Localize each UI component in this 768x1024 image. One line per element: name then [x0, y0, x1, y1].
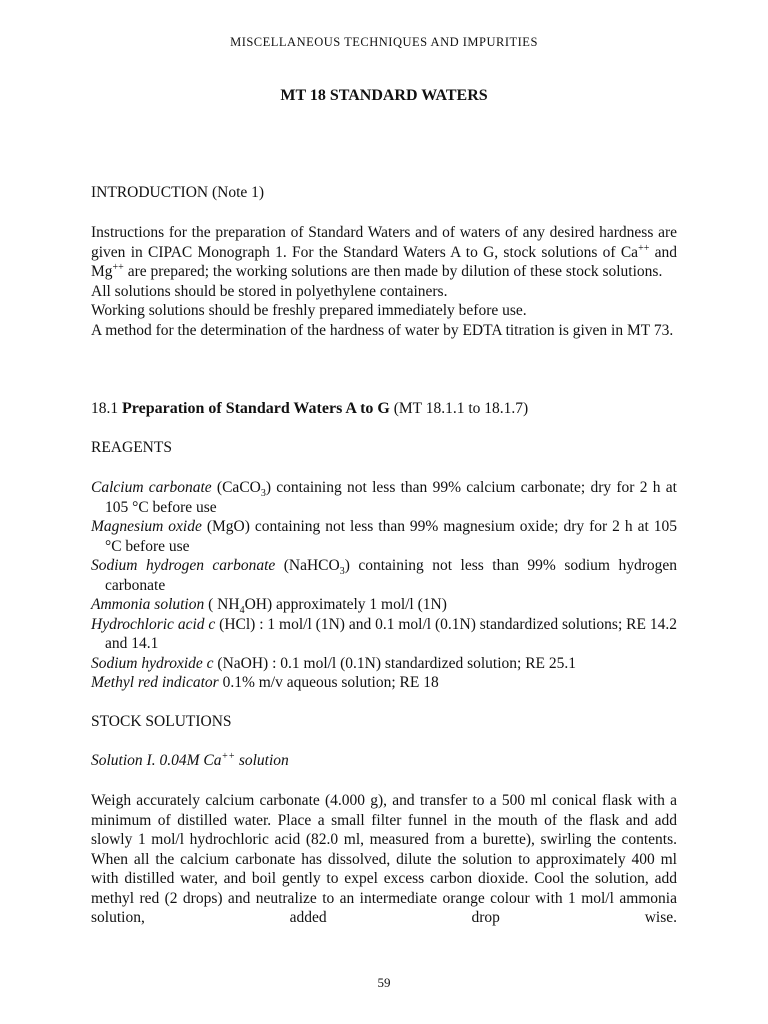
reagent-item: Sodium hydroxide c (NaOH) : 0.1 mol/l (0.1N) standardized solution; RE 25.1 — [91, 654, 577, 672]
reagent-item: Methyl red indicator 0.1% m/v aqueous solution; RE 18 — [91, 674, 439, 691]
intro-freshness-note: Working solutions should be freshly prepared immediately before use. — [91, 302, 527, 319]
running-head: MISCELLANEOUS TECHNIQUES AND IMPURITIES — [230, 35, 538, 49]
solution-title: Solution I. 0.04M Ca++ solution — [91, 750, 289, 769]
section-heading: 18.1 Preparation of Standard Waters A to G (MT 18.1.1 to 18.1.7) — [91, 400, 529, 417]
introduction-body — [91, 223, 677, 340]
introduction-heading: INTRODUCTION (Note 1) — [91, 184, 265, 201]
stock-solutions-heading: STOCK SOLUTIONS — [91, 713, 232, 730]
reagents-heading: REAGENTS — [91, 439, 172, 456]
reagent-item: Calcium carbonate (CaCO$_3$) containing not less than 99% calcium carbonate; dry for 2 h at 105 °C before use — [91, 479, 677, 516]
reagent-item: Hydrochloric acid c (HCl) : 1 mol/l (1N) and 0.1 mol/l (0.1N) standardized solutions; RE 14.2 and 14.1 — [91, 615, 677, 652]
intro-paragraph: Instructions for the preparation of Standard Waters and of waters of any desired hardness are given in CIPAC Monograph 1. For the Standard Waters A to G, stock solutions of Ca++ and Mg++ are prepared; the working solutions are then made by dilution of these stock solutions. — [91, 224, 677, 280]
reagent-item: Magnesium oxide (MgO) containing not less than 99% magnesium oxide; dry for 2 h at 105 °C before use — [91, 518, 678, 555]
page-title: MT 18 STANDARD WATERS — [280, 87, 488, 104]
reagent-item: Sodium hydrogen carbonate (NaHCO$_3$) containing not less than 99% sodium hydrogen carbonate — [91, 557, 677, 594]
intro-storage-note: All solutions should be stored in polyethylene containers. — [91, 282, 448, 300]
solution-procedure: Weigh accurately calcium carbonate (4.000 g), and transfer to a 500 ml conical flask with a minimum of distilled water. Place a small filter funnel in the mouth of the flask and add slowly 1 mol/l hydrochloric acid (82.0 ml, measured from a burette), swirling the contents. When all the calcium carbonate has dissolved, dilute the solution to approximately 400 ml with distilled water, and boil gently to expel excess carbon dioxide. Cool the solution, add methyl red (2 drops) and neutralize to an intermediate orange colour with 1 mol/l ammonia solution, added drop wise. — [91, 792, 677, 926]
page-number: 59 — [377, 975, 391, 990]
intro-edta-note: A method for the determination of the hardness of water by EDTA titration is given in MT 73. — [91, 321, 674, 339]
reagents-list — [91, 478, 677, 693]
section-title: Preparation of Standard Waters A to G — [122, 400, 390, 417]
reagent-item: Ammonia solution ( $NH_4OH$) approximately 1 mol/l (1N) — [91, 596, 447, 617]
